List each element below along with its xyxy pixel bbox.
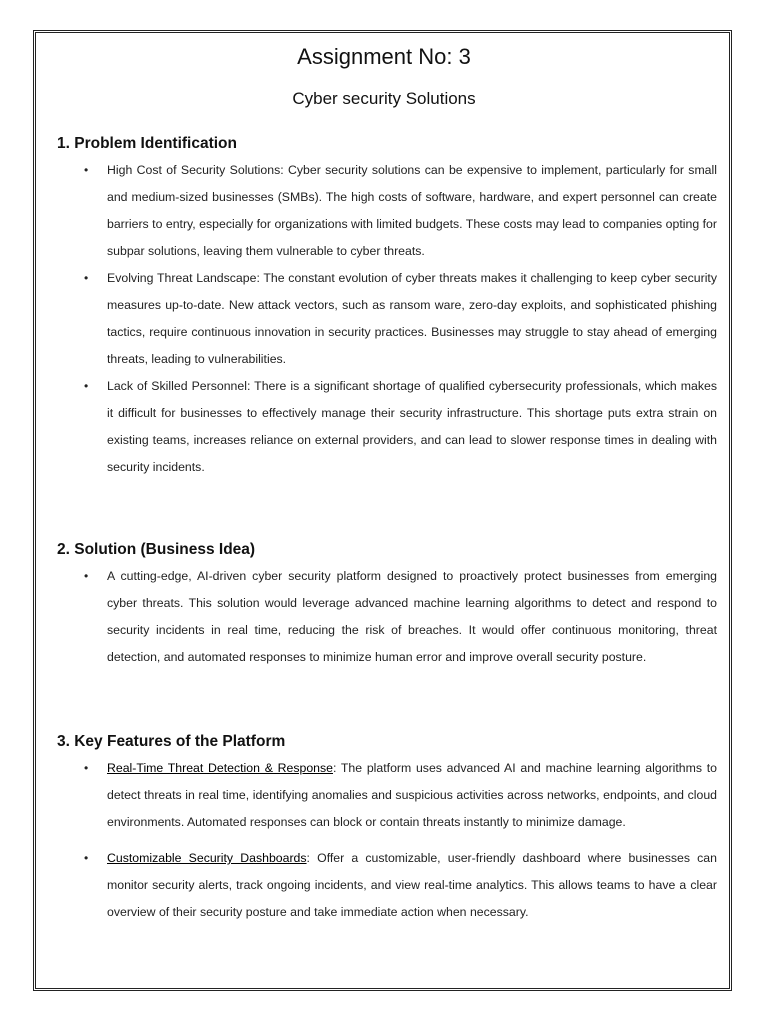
- document-subtitle: Cyber security Solutions: [292, 89, 476, 108]
- list-spacer: [57, 836, 717, 845]
- list-item: [57, 373, 717, 481]
- feature-term: Customizable Security Dashboards: [107, 851, 307, 865]
- section-heading: 1. Problem Identification: [57, 135, 237, 152]
- bullet-icon: •: [84, 379, 89, 393]
- bullet-text: : The platform uses advanced AI and machine learning algorithms to detect threats in real time, identifying anomalies and suspicious activities across networks, endpoints, and cloud environments. Automated responses can block or contain threats instantly to minimize damage.: [107, 761, 717, 829]
- bullet-list: [57, 755, 717, 926]
- section-key-features: [57, 728, 717, 926]
- list-item: [57, 755, 717, 836]
- bullet-icon: •: [84, 569, 89, 583]
- bullet-icon: •: [84, 271, 89, 285]
- bullet-icon: •: [84, 851, 89, 865]
- bullet-list: [57, 157, 717, 481]
- feature-term: Real-Time Threat Detection & Response: [107, 761, 333, 775]
- bullet-text: Evolving Threat Landscape: The constant evolution of cyber threats makes it challenging to keep cyber security measures up-to-date. New attack vectors, such as ransom ware, zero-day exploits, and sophisticated phishing tactics, require continuous innovation in security practices. Businesses may struggle to stay ahead of emerging threats, leading to vulnerabilities.: [107, 271, 717, 366]
- bullet-icon: •: [84, 163, 89, 177]
- section-problem-identification: [57, 130, 717, 481]
- list-item: [57, 563, 717, 671]
- section-heading: 2. Solution (Business Idea): [57, 541, 256, 558]
- bullet-text: : Offer a customizable, user-friendly dashboard where businesses can monitor security alerts, track ongoing incidents, and view real-time analytics. This allows teams to have a clear overview of their security posture and take immediate action when necessary.: [107, 851, 717, 919]
- section-solution: [57, 536, 717, 671]
- document-title: Assignment No: 3: [297, 44, 471, 69]
- bullet-list: [57, 563, 717, 671]
- bullet-text: High Cost of Security Solutions: Cyber security solutions can be expensive to implement, particularly for small and medium-sized businesses (SMBs). The high costs of software, hardware, and expert personnel can create barriers to entry, especially for organizations with limited budgets. These costs may lead to companies opting for subpar solutions, leaving them vulnerable to cyber threats.: [107, 163, 717, 258]
- list-item: [57, 845, 717, 926]
- list-item: [57, 157, 717, 265]
- section-heading: 3. Key Features of the Platform: [57, 733, 286, 750]
- list-item: [57, 265, 717, 373]
- bullet-text: Lack of Skilled Personnel: There is a significant shortage of qualified cybersecurity professionals, which makes it difficult for businesses to effectively manage their security infrastructure. This shortage puts extra strain on existing teams, increases reliance on external providers, and can lead to slower response times in dealing with security incidents.: [107, 379, 717, 474]
- bullet-icon: •: [84, 761, 89, 775]
- bullet-text: A cutting-edge, AI-driven cyber security platform designed to proactively protect businesses from emerging cyber threats. This solution would leverage advanced machine learning algorithms to detect and respond to security incidents in real time, reducing the risk of breaches. It would offer continuous monitoring, threat detection, and automated responses to minimize human error and improve overall security posture.: [107, 569, 717, 664]
